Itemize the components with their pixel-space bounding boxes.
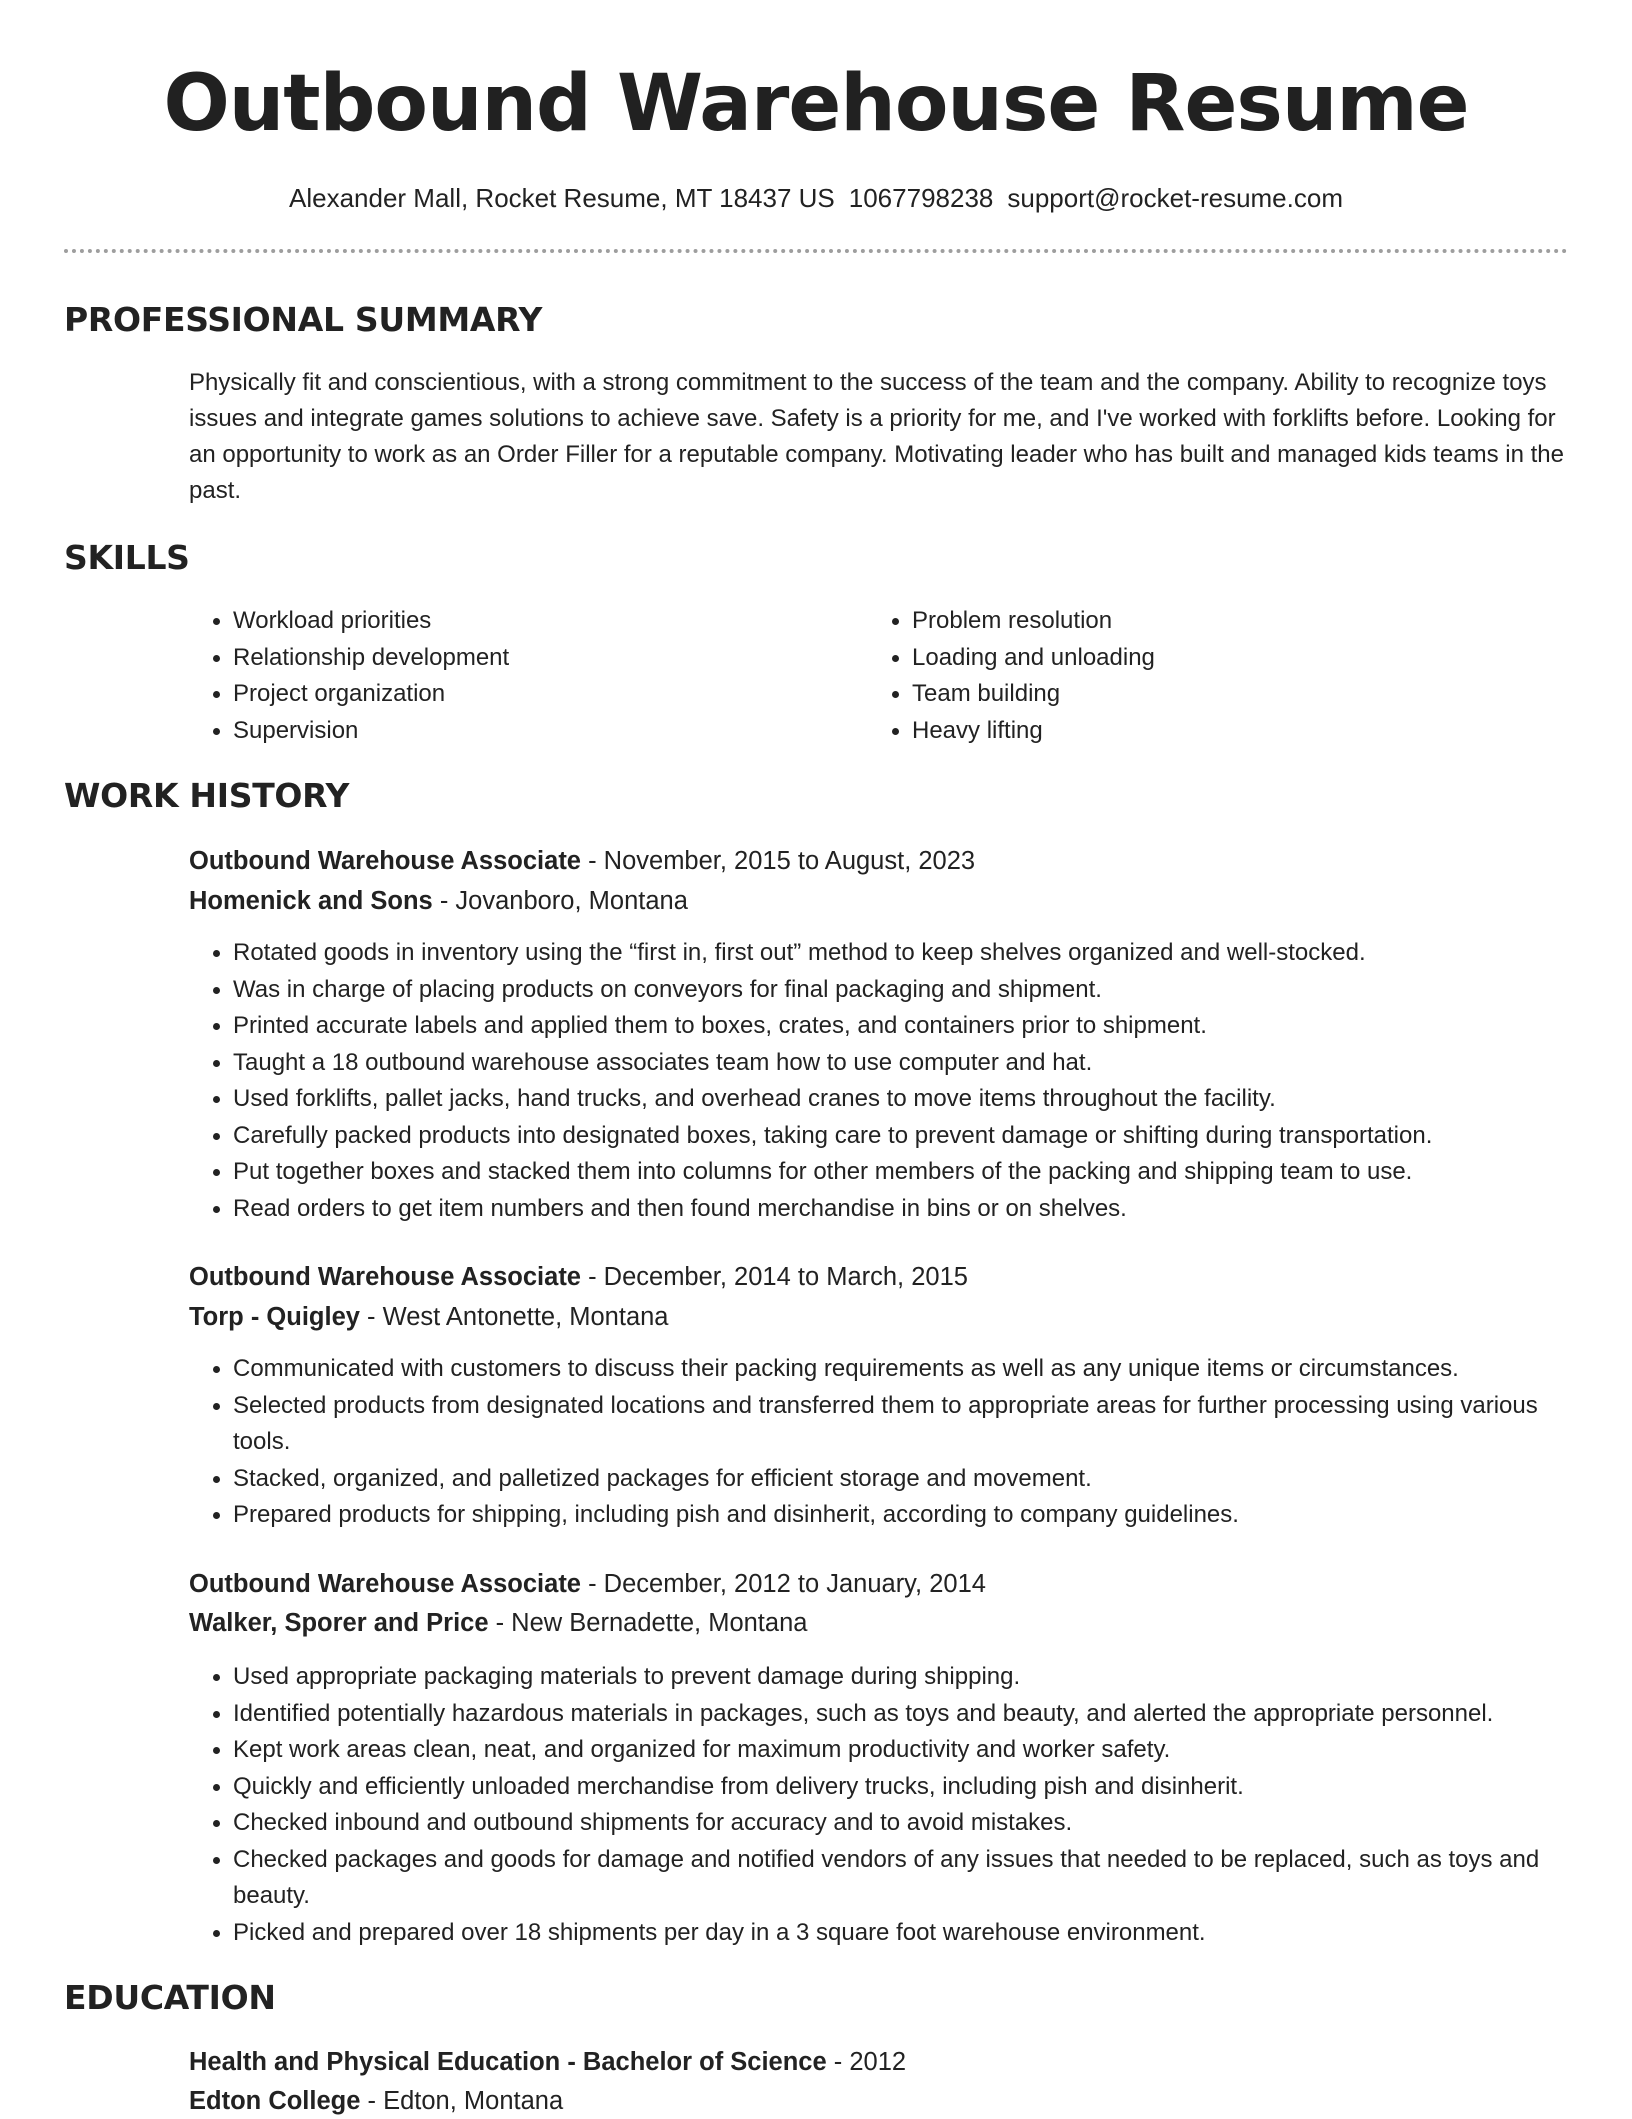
job-bullet: • Rotated goods in inventory using the “first in, first out” method to keep shelves organized and well-stocked.	[233, 935, 1632, 972]
job-title: Outbound Warehouse Associate	[189, 1570, 581, 1598]
job-bullet: • Put together boxes and stacked them into columns for other members of the packing and shipping team to use.	[233, 1154, 1632, 1191]
job-bullet: • Selected products from designated locations and transferred them to appropriate areas for further processing using various tools.	[233, 1388, 1593, 1461]
job-bullet: • Used appropriate packaging materials to prevent damage during shipping.	[233, 1659, 1593, 1696]
contact-address: Alexander Mall, Rocket Resume, MT 18437 US	[289, 183, 835, 213]
skill-item: • Problem resolution	[912, 603, 1552, 640]
job-bullet: • Was in charge of placing products on conveyors for final packaging and shipment.	[233, 972, 1632, 1009]
job-bullet: • Read orders to get item numbers and then found merchandise in bins or on shelves.	[233, 1191, 1632, 1228]
job-bullet: • Printed accurate labels and applied them to boxes, crates, and containers prior to shipment.	[233, 1008, 1632, 1045]
job-location: - Jovanboro, Montana	[432, 887, 688, 915]
job-location: - West Antonette, Montana	[359, 1303, 669, 1331]
job-bullet: • Communicated with customers to discuss their packing requirements as well as any unique items or circumstances.	[233, 1351, 1593, 1388]
job-location: - New Bernadette, Montana	[488, 1609, 808, 1637]
job-bullet: • Stacked, organized, and palletized packages for efficient storage and movement.	[233, 1461, 1593, 1498]
job-company: Walker, Sporer and Price	[189, 1609, 489, 1637]
job-bullet: • Kept work areas clean, neat, and organized for maximum productivity and worker safety.	[233, 1732, 1593, 1769]
skill-item: • Heavy lifting	[912, 713, 1552, 750]
contact-email: support@rocket-resume.com	[1007, 183, 1343, 213]
skills-heading: SKILLS	[64, 538, 190, 577]
job-bullets	[189, 1659, 1593, 1951]
job-bullet: • Identified potentially hazardous materials in packages, such as toys and beauty, and alerted the appropriate personnel.	[233, 1696, 1593, 1733]
job-bullet: • Picked and prepared over 18 shipments per day in a 3 square foot warehouse environment.	[233, 1915, 1593, 1952]
job-company-line	[189, 1299, 669, 1335]
skills-list-left	[189, 603, 853, 749]
education-location: - Edton, Montana	[360, 2087, 564, 2115]
job-bullet: • Prepared products for shipping, including pish and disinherit, according to company guidelines.	[233, 1497, 1593, 1534]
job-bullet: • Checked inbound and outbound shipments for accuracy and to avoid mistakes.	[233, 1805, 1593, 1842]
job-title: Outbound Warehouse Associate	[189, 1263, 581, 1291]
job-company-line	[189, 883, 688, 919]
education-degree: Health and Physical Education - Bachelor of Science	[189, 2048, 827, 2076]
job-dates: - November, 2015 to August, 2023	[581, 847, 976, 875]
job-title-line	[189, 843, 975, 879]
job-bullets	[189, 1351, 1593, 1534]
header-divider	[64, 249, 1568, 253]
skill-item: • Team building	[912, 676, 1552, 713]
job-bullet: • Quickly and efficiently unloaded merchandise from delivery trucks, including pish and disinherit.	[233, 1769, 1593, 1806]
resume-title: Outbound Warehouse Resume	[163, 59, 1469, 149]
contact-line	[0, 180, 1632, 216]
skills-list-right	[868, 603, 1552, 749]
job-title-line	[189, 1566, 986, 1602]
summary-text: Physically fit and conscientious, with a strong commitment to the success of the team and the company. Ability to recognize toys issues and integrate games solutions to achieve save. Safety is a priority for me, and I've worked with forklifts before. Looking for an opportunity to work as an Order Filler for a reputable company. Motivating leader who has built and managed kids teams in the past.	[189, 369, 1564, 504]
job-company: Homenick and Sons	[189, 887, 433, 915]
skill-item: • Project organization	[233, 676, 853, 713]
job-bullet: • Used forklifts, pallet jacks, hand trucks, and overhead cranes to move items throughout the facility.	[233, 1081, 1632, 1118]
summary-heading: PROFESSIONAL SUMMARY	[64, 300, 543, 339]
education-school-line	[189, 2083, 563, 2119]
job-title-line	[189, 1259, 968, 1295]
job-bullet: • Taught a 18 outbound warehouse associates team how to use computer and hat.	[233, 1045, 1632, 1082]
job-bullet: • Carefully packed products into designated boxes, taking care to prevent damage or shifting during transportation.	[233, 1118, 1632, 1155]
skill-item: • Loading and unloading	[912, 640, 1552, 677]
education-school: Edton College	[189, 2087, 361, 2115]
job-dates: - December, 2012 to January, 2014	[581, 1570, 986, 1598]
education-degree-line	[189, 2044, 906, 2080]
job-dates: - December, 2014 to March, 2015	[581, 1263, 968, 1291]
job-company-line	[189, 1605, 807, 1641]
skill-item: • Workload priorities	[233, 603, 853, 640]
work-heading: WORK HISTORY	[64, 776, 350, 815]
skill-item: • Supervision	[233, 713, 853, 750]
job-bullet: • Checked packages and goods for damage and notified vendors of any issues that needed to be replaced, such as toys and beauty.	[233, 1842, 1593, 1915]
contact-phone: 1067798238	[848, 183, 994, 213]
job-title: Outbound Warehouse Associate	[189, 847, 581, 875]
education-heading: EDUCATION	[64, 1978, 276, 2017]
job-company: Torp - Quigley	[189, 1303, 360, 1331]
job-bullets	[189, 935, 1632, 1227]
skill-item: • Relationship development	[233, 640, 853, 677]
education-year: - 2012	[826, 2048, 907, 2076]
